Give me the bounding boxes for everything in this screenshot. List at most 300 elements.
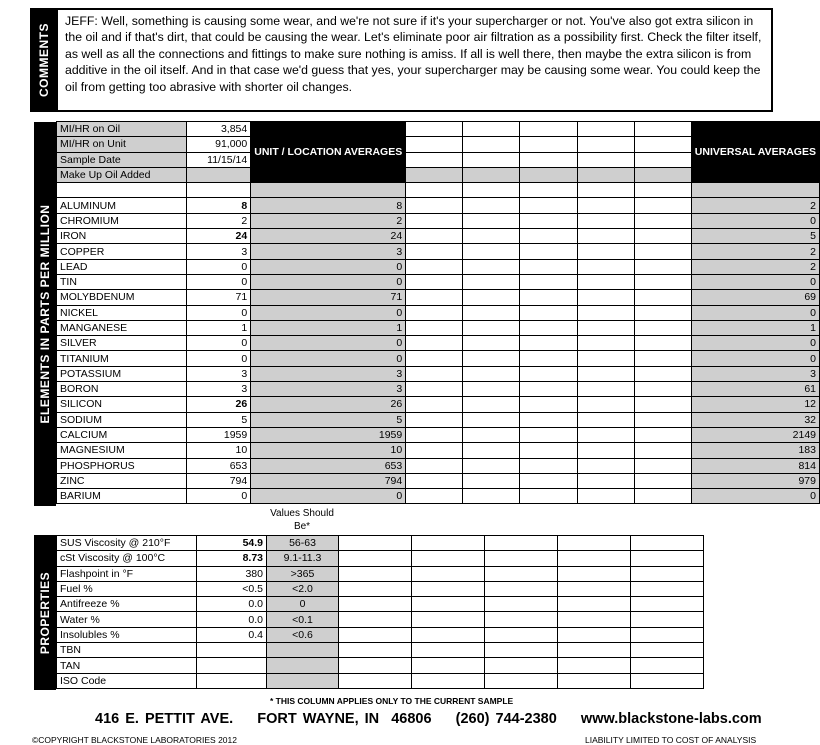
element-universal-average: 2 [691,244,819,259]
history-cell [463,198,520,213]
history-cell [631,612,704,627]
history-cell [577,382,634,397]
property-should-be: 9.1-11.3 [267,551,339,566]
history-cell [634,336,691,351]
element-unit-average: 3 [251,382,406,397]
property-should-be [267,658,339,673]
element-value: 3 [186,244,250,259]
property-value: 0.4 [197,627,267,642]
history-cell [558,566,631,581]
property-value: 380 [197,566,267,581]
element-row [57,229,820,244]
blank-cell [577,183,634,198]
empty-cell [339,658,412,673]
history-cell [406,229,463,244]
history-cell [520,244,577,259]
property-name: Water % [57,612,197,627]
element-name: IRON [57,229,187,244]
history-cell [406,305,463,320]
element-unit-average: 0 [251,259,406,274]
history-cell [577,167,634,182]
history-cell [577,137,634,152]
element-universal-average: 69 [691,290,819,305]
history-cell [339,566,412,581]
history-cell [485,551,558,566]
element-unit-average: 1 [251,320,406,335]
property-name: SUS Viscosity @ 210°F [57,536,197,551]
history-cell [485,597,558,612]
history-cell [577,152,634,167]
comments-section [30,8,773,112]
element-unit-average: 794 [251,473,406,488]
history-cell [485,627,558,642]
property-should-be [267,673,339,688]
history-cell [463,229,520,244]
history-cell [406,137,463,152]
history-cell [339,612,412,627]
history-cell [463,412,520,427]
history-cell [406,274,463,289]
element-unit-average: 8 [251,198,406,213]
history-cell [463,336,520,351]
sample-info-label: MI/HR on Oil [57,122,187,137]
element-name: ALUMINUM [57,198,187,213]
comments-tab [30,8,58,112]
property-name: Antifreeze % [57,597,197,612]
element-unit-average: 1959 [251,427,406,442]
element-value: 5 [186,412,250,427]
property-name: TAN [57,658,197,673]
history-cell [634,229,691,244]
element-row [57,198,820,213]
property-value [197,658,267,673]
history-cell [577,443,634,458]
history-cell [558,597,631,612]
history-cell [558,551,631,566]
element-row [57,244,820,259]
history-cell [412,597,485,612]
element-unit-average: 2 [251,213,406,228]
history-cell [631,551,704,566]
unit-location-averages-header: UNIT / LOCATION AVERAGES [251,122,406,183]
element-universal-average: 183 [691,443,819,458]
history-cell [634,351,691,366]
history-cell [463,443,520,458]
element-row [57,366,820,381]
element-row [57,443,820,458]
element-universal-average: 61 [691,382,819,397]
element-name: BORON [57,382,187,397]
property-name: cSt Viscosity @ 100°C [57,551,197,566]
element-row [57,458,820,473]
history-cell [634,473,691,488]
element-universal-average: 979 [691,473,819,488]
element-unit-average: 0 [251,351,406,366]
footnote: * THIS COLUMN APPLIES ONLY TO THE CURRENT SAMPLE [270,696,514,706]
element-unit-average: 24 [251,229,406,244]
blank-cell [691,183,819,198]
history-cell [577,290,634,305]
sample-info-label: MI/HR on Unit [57,137,187,152]
history-cell [577,366,634,381]
blank-cell [463,183,520,198]
history-cell [634,443,691,458]
history-cell [634,427,691,442]
property-row [57,581,704,596]
element-universal-average: 5 [691,229,819,244]
history-cell [631,627,704,642]
history-cell [463,473,520,488]
element-name: MOLYBDENUM [57,290,187,305]
history-cell [520,229,577,244]
history-cell [406,244,463,259]
element-value: 0 [186,489,250,504]
values-should-be-header: Values Should Be* [270,508,334,532]
property-should-be [267,643,339,658]
element-row [57,473,820,488]
element-universal-average: 814 [691,458,819,473]
property-name: Fuel % [57,581,197,596]
element-value: 794 [186,473,250,488]
property-value: 8.73 [197,551,267,566]
separator-row [57,183,820,198]
history-cell [520,427,577,442]
history-cell [577,122,634,137]
element-name: CALCIUM [57,427,187,442]
blank-cell [186,183,250,198]
history-cell [406,290,463,305]
empty-cell [558,673,631,688]
history-cell [406,489,463,504]
property-row [57,597,704,612]
element-universal-average: 0 [691,351,819,366]
empty-cell [558,658,631,673]
element-value: 0 [186,336,250,351]
empty-cell [412,673,485,688]
history-cell [463,382,520,397]
empty-cell [631,658,704,673]
property-row [57,658,704,673]
element-row [57,274,820,289]
history-cell [520,152,577,167]
history-cell [634,152,691,167]
history-cell [520,458,577,473]
history-cell [412,612,485,627]
empty-cell [558,643,631,658]
history-cell [577,473,634,488]
empty-cell [485,658,558,673]
properties-side-label: PROPERTIES [34,535,56,690]
property-row [57,673,704,688]
blank-cell [251,183,406,198]
liability-note: LIABILITY LIMITED TO COST OF ANALYSIS [585,735,757,745]
history-cell [412,536,485,551]
elements-side-label: ELEMENTS IN PARTS PER MILLION [34,122,56,506]
history-cell [406,458,463,473]
blank-cell [520,183,577,198]
history-cell [634,259,691,274]
history-cell [406,122,463,137]
element-value: 26 [186,397,250,412]
element-value: 2 [186,213,250,228]
element-unit-average: 0 [251,489,406,504]
history-cell [577,397,634,412]
history-cell [520,443,577,458]
history-cell [463,137,520,152]
history-cell [463,458,520,473]
element-name: PHOSPHORUS [57,458,187,473]
history-cell [463,259,520,274]
history-cell [520,274,577,289]
history-cell [463,366,520,381]
history-cell [406,382,463,397]
element-value: 71 [186,290,250,305]
property-value: 0.0 [197,612,267,627]
history-cell [406,259,463,274]
property-name: Flashpoint in °F [57,566,197,581]
element-value: 1 [186,320,250,335]
element-unit-average: 0 [251,274,406,289]
empty-cell [339,643,412,658]
element-universal-average: 2149 [691,427,819,442]
history-cell [520,320,577,335]
history-cell [577,229,634,244]
history-cell [577,259,634,274]
history-cell [406,427,463,442]
history-cell [577,458,634,473]
empty-cell [485,673,558,688]
empty-cell [339,673,412,688]
history-cell [634,382,691,397]
history-cell [577,213,634,228]
element-name: LEAD [57,259,187,274]
element-value: 0 [186,351,250,366]
history-cell [463,152,520,167]
property-row [57,566,704,581]
element-name: POTASSIUM [57,366,187,381]
element-row [57,259,820,274]
property-should-be: <0.6 [267,627,339,642]
sample-info-value: 3,854 [186,122,250,137]
element-value: 1959 [186,427,250,442]
sample-info-label: Make Up Oil Added [57,167,187,182]
element-row [57,397,820,412]
element-universal-average: 32 [691,412,819,427]
history-cell [339,627,412,642]
history-cell [634,458,691,473]
element-row [57,351,820,366]
element-unit-average: 3 [251,244,406,259]
history-cell [406,366,463,381]
history-cell [520,305,577,320]
history-cell [577,244,634,259]
element-name: MANGANESE [57,320,187,335]
history-cell [406,473,463,488]
history-cell [520,137,577,152]
property-name: Insolubles % [57,627,197,642]
history-cell [463,305,520,320]
element-unit-average: 3 [251,366,406,381]
history-cell [520,336,577,351]
history-cell [412,627,485,642]
element-universal-average: 0 [691,336,819,351]
element-value: 3 [186,382,250,397]
element-row [57,320,820,335]
history-cell [406,198,463,213]
element-universal-average: 0 [691,274,819,289]
element-value: 0 [186,274,250,289]
history-cell [520,259,577,274]
element-unit-average: 26 [251,397,406,412]
history-cell [631,536,704,551]
history-cell [634,198,691,213]
history-cell [577,336,634,351]
history-cell [577,305,634,320]
property-should-be: <0.1 [267,612,339,627]
history-cell [520,397,577,412]
element-universal-average: 1 [691,320,819,335]
empty-cell [631,643,704,658]
element-name: ZINC [57,473,187,488]
property-row [57,643,704,658]
history-cell [558,536,631,551]
history-cell [577,412,634,427]
property-should-be: 56-63 [267,536,339,551]
element-universal-average: 12 [691,397,819,412]
element-name: SILVER [57,336,187,351]
comments-tab-label: COMMENTS [37,23,51,97]
history-cell [577,274,634,289]
element-unit-average: 0 [251,336,406,351]
history-cell [577,427,634,442]
history-cell [634,305,691,320]
element-value: 8 [186,198,250,213]
history-cell [520,473,577,488]
history-cell [520,489,577,504]
element-value: 0 [186,259,250,274]
element-value: 0 [186,305,250,320]
element-universal-average: 2 [691,198,819,213]
element-unit-average: 71 [251,290,406,305]
property-row [57,612,704,627]
history-cell [463,427,520,442]
history-cell [463,489,520,504]
history-cell [631,597,704,612]
history-cell [485,581,558,596]
history-cell [463,122,520,137]
property-value: <0.5 [197,581,267,596]
property-should-be: <2.0 [267,581,339,596]
element-name: SILICON [57,397,187,412]
element-row [57,290,820,305]
history-cell [577,489,634,504]
empty-cell [412,643,485,658]
element-name: NICKEL [57,305,187,320]
history-cell [339,581,412,596]
history-cell [520,366,577,381]
history-cell [520,290,577,305]
element-row [57,305,820,320]
element-row [57,412,820,427]
history-cell [463,213,520,228]
universal-averages-header: UNIVERSAL AVERAGES [691,122,819,183]
address: 416 E. PETTIT AVE. FORT WAYNE, IN 46806 (260) 744-2380 www.blackstone-labs.com [95,711,762,727]
history-cell [520,382,577,397]
empty-cell [631,673,704,688]
history-cell [412,551,485,566]
sample-info-value: 11/15/14 [186,152,250,167]
element-unit-average: 5 [251,412,406,427]
element-name: TITANIUM [57,351,187,366]
history-cell [520,213,577,228]
history-cell [339,536,412,551]
element-row [57,213,820,228]
property-row [57,627,704,642]
properties-table [56,535,704,689]
sample-info-value [186,167,250,182]
element-unit-average: 0 [251,305,406,320]
history-cell [558,627,631,642]
history-cell [406,412,463,427]
history-cell [406,443,463,458]
history-cell [634,489,691,504]
history-cell [463,320,520,335]
element-value: 24 [186,229,250,244]
history-cell [520,351,577,366]
element-row [57,336,820,351]
history-cell [520,167,577,182]
element-name: COPPER [57,244,187,259]
history-cell [577,198,634,213]
property-name: TBN [57,643,197,658]
history-cell [463,290,520,305]
element-universal-average: 2 [691,259,819,274]
history-cell [412,581,485,596]
property-value: 54.9 [197,536,267,551]
element-unit-average: 10 [251,443,406,458]
history-cell [634,167,691,182]
element-value: 10 [186,443,250,458]
comments-text: JEFF: Well, something is causing some wear, and we're not sure if it's your supercharger or not. You've also got extra silicon in the oil and if that's dirt, that could be causing the wear. Let's eliminate poor air filtration as a possibility first. Check the filter itself, as well as all the connections and fittings to make sure nothing is amiss. If all is well there, then maybe the extra silicon is from additive in the oil itself. And in that case we'd guess that yes, your supercharger may be causing some wear. You could keep the oil from getting too abrasive with shorter oil changes. [58,8,773,112]
empty-cell [485,643,558,658]
history-cell [406,152,463,167]
sample-info-value: 91,000 [186,137,250,152]
blank-cell [406,183,463,198]
history-cell [463,351,520,366]
element-name: TIN [57,274,187,289]
copyright: ©COPYRIGHT BLACKSTONE LABORATORIES 2012 [32,735,237,745]
property-value: 0.0 [197,597,267,612]
history-cell [577,351,634,366]
sample-info-row [57,122,820,137]
history-cell [634,244,691,259]
history-cell [634,137,691,152]
sample-info-label: Sample Date [57,152,187,167]
property-value [197,673,267,688]
element-name: CHROMIUM [57,213,187,228]
element-universal-average: 0 [691,489,819,504]
element-row [57,427,820,442]
history-cell [634,320,691,335]
history-cell [558,612,631,627]
history-cell [520,122,577,137]
element-value: 3 [186,366,250,381]
history-cell [339,551,412,566]
history-cell [485,536,558,551]
history-cell [634,274,691,289]
element-universal-average: 3 [691,366,819,381]
history-cell [463,244,520,259]
